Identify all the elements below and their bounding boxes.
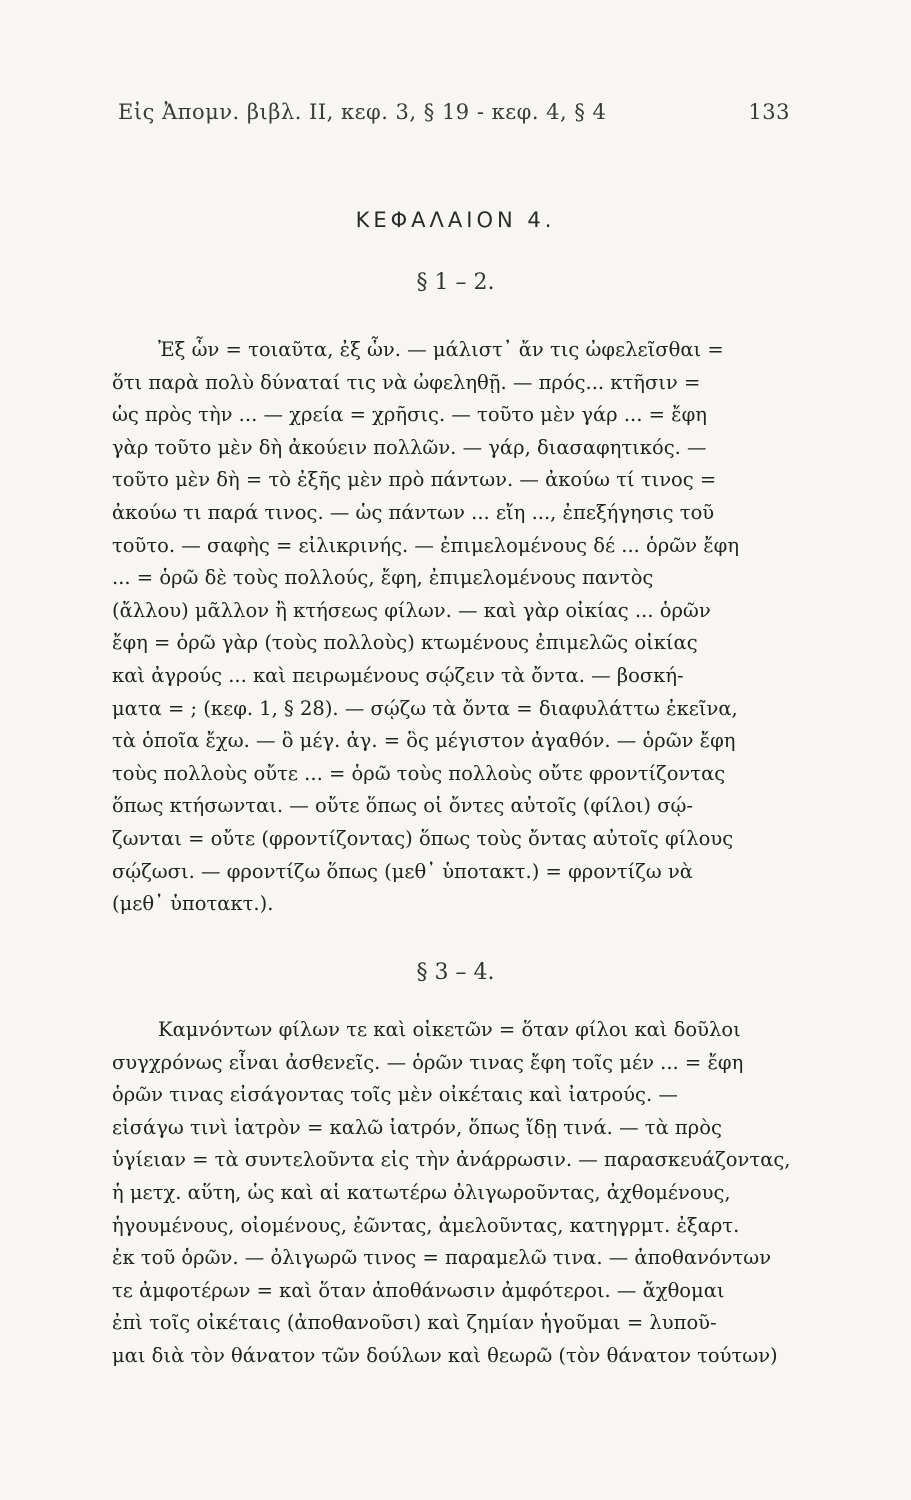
text-line: καὶ ἀγρούς ... καὶ πειρωμένους σῴζειν τὰ ὄντα. — βοσκή- xyxy=(112,663,684,687)
text-line: συγχρόνως εἶναι ἀσθενεῖς. — ὁρῶν τινας ἔφη τοῖς μέν ... = ἔφη xyxy=(112,1050,744,1074)
text-line: μαι διὰ τὸν θάνατον τῶν δούλων καὶ θεωρῶ (τὸν θάνατον τούτων) xyxy=(112,1343,778,1367)
text-line: ἡγουμένους, οἰομένους, ἐῶντας, ἀμελοῦντας, κατηγρμτ. ἐξαρτ. xyxy=(112,1213,740,1237)
text-line: ὁρῶν τινας εἰσάγοντας τοῖς μὲν οἰκέταις καὶ ἰατρούς. — xyxy=(112,1083,678,1107)
text-line: ζωνται = οὔτε (φροντίζοντας) ὅπως τοὺς ὄντας αὐτοῖς φίλους xyxy=(112,826,734,850)
text-line: σῴζωσι. — φροντίζω ὅπως (μεθ᾽ ὑποτακτ.) = φροντίζω νὰ xyxy=(112,859,693,883)
text-line: τὰ ὁποῖα ἔχω. — ὃ μέγ. ἀγ. = ὃς μέγιστον ἀγαθόν. — ὁρῶν ἔφη xyxy=(112,729,736,753)
text-line: τε ἀμφοτέρων = καὶ ὅταν ἀποθάνωσιν ἀμφότεροι. — ἄχθομαι xyxy=(112,1278,725,1302)
text-line: ἔφη = ὁρῶ γὰρ (τοὺς πολλοὺς) κτωμένους ἐπιμελῶς οἰκίας xyxy=(112,631,698,655)
text-line: ἐκ τοῦ ὁρῶν. — ὀλιγωρῶ τινος = παραμελῶ τινα. — ἀποθανόντων xyxy=(112,1246,772,1270)
chapter-title: ΚΕΦΑΛΑΙΟΝ 4. xyxy=(355,208,556,232)
text-line: τοῦτο. — σαφὴς = εἰλικρινής. — ἐπιμελομένους δέ ... ὁρῶν ἔφη xyxy=(112,533,740,557)
text-line: Ἐξ ὧν = τοιαῦτα, ἐξ ὧν. — μάλιστ᾽ ἄν τις ὠφελεῖσθαι = xyxy=(158,338,724,361)
section-heading: § 1 – 2. xyxy=(416,270,495,295)
running-head-text: Εἰς Ἀπομν. βιβλ. II, κεφ. 3, § 19 - κεφ. 4, § 4 xyxy=(118,100,607,124)
text-line: ματα = ; (κεφ. 1, § 28). — σῴζω τὰ ὄντα = διαφυλάττω ἐκεῖνα, xyxy=(112,696,738,720)
text-line: ἀκούω τι παρά τινος. — ὡς πάντων ... εἴη ..., ἐπεξήγησις τοῦ xyxy=(112,500,715,524)
text-line: τοὺς πολλοὺς οὔτε ... = ὁρῶ τοὺς πολλοὺς οὔτε φροντίζοντας xyxy=(112,761,726,785)
section-body xyxy=(112,334,792,921)
text-line: ὅπως κτήσωνται. — οὔτε ὅπως οἱ ὄντες αὐτοῖς (φίλοι) σῴ- xyxy=(112,794,694,818)
text-line: τοῦτο μὲν δὴ = τὸ ἐξῆς μὲν πρὸ πάντων. — ἀκούω τί τινος = xyxy=(112,468,717,492)
text-line: ὡς πρὸς τὴν ... — χρεία = χρῆσις. — τοῦτο μὲν γάρ ... = ἔφη xyxy=(112,403,707,427)
text-line: γὰρ τοῦτο μὲν δὴ ἀκούειν πολλῶν. — γάρ, διασαφητικός. — xyxy=(112,435,707,459)
text-line: (ἄλλου) μᾶλλον ἢ κτήσεως φίλων. — καὶ γὰρ οἰκίας ... ὁρῶν xyxy=(112,598,711,622)
text-line: ὑγίειαν = τὰ συντελοῦντα εἰς τὴν ἀνάρρωσιν. — παρασκευάζοντας, xyxy=(112,1148,791,1172)
section-body xyxy=(112,1014,792,1373)
text-line: εἰσάγω τινὶ ἰατρὸν = καλῶ ἰατρόν, ὅπως ἴδῃ τινά. — τὰ πρὸς xyxy=(112,1115,722,1139)
text-line: ... = ὁρῶ δὲ τοὺς πολλούς, ἔφη, ἐπιμελομένους παντὸς xyxy=(112,566,654,590)
text-line: Καμνόντων φίλων τε καὶ οἰκετῶν = ὅταν φίλοι καὶ δοῦλοι xyxy=(158,1018,741,1041)
text-line: ὅτι παρὰ πολὺ δύναταί τις νὰ ὠφεληθῇ. — πρός... κτῆσιν = xyxy=(112,370,701,394)
text-line: ἡ μετχ. αὕτη, ὡς καὶ αἱ κατωτέρω ὀλιγωροῦντας, ἀχθομένους, xyxy=(112,1180,731,1204)
page-number: 133 xyxy=(748,100,790,124)
running-head xyxy=(118,100,790,124)
section-heading: § 3 – 4. xyxy=(416,960,495,985)
text-line: ἐπὶ τοῖς οἰκέταις (ἀποθανοῦσι) καὶ ζημίαν ἡγοῦμαι = λυποῦ- xyxy=(112,1311,717,1335)
text-line: (μεθ᾽ ὑποτακτ.). xyxy=(112,892,274,916)
